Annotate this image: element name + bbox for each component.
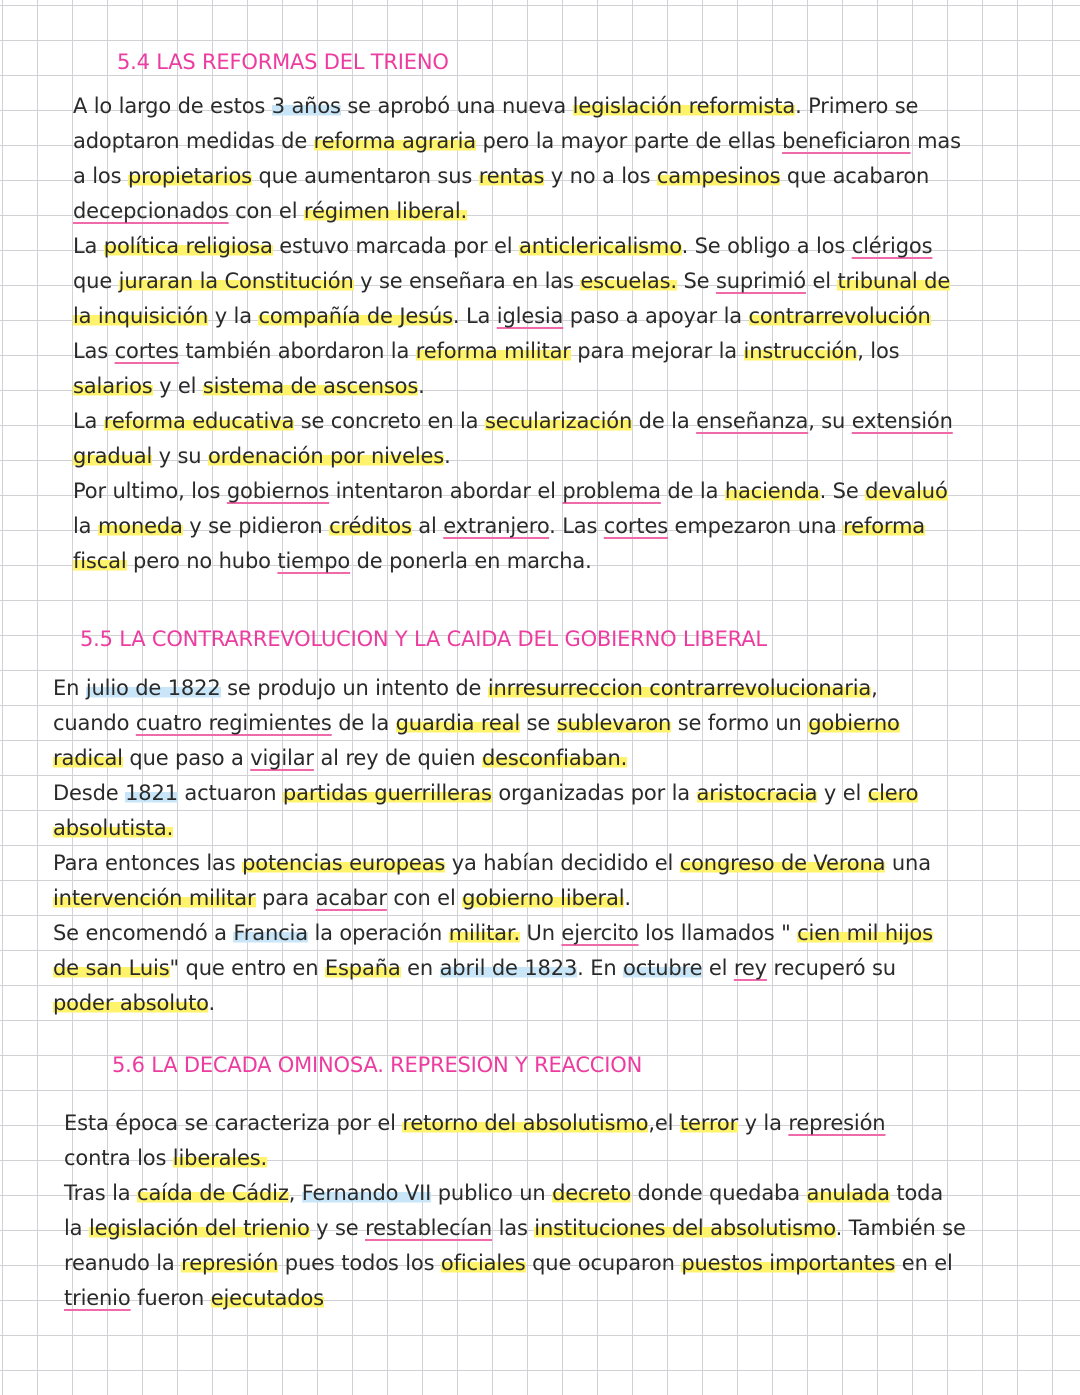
text-line bbox=[64, 1211, 966, 1246]
text-segment: que ocuparon bbox=[525, 1251, 682, 1275]
highlighted-term: compañía de Jesús bbox=[258, 304, 453, 328]
text-segment: la operación bbox=[307, 921, 449, 945]
highlighted-term: terror bbox=[679, 1111, 739, 1135]
text-line bbox=[53, 951, 896, 986]
highlighted-term: juraran la Constitución bbox=[118, 269, 354, 293]
text-segment: donde quedaba bbox=[631, 1181, 807, 1205]
text-segment: de la bbox=[331, 711, 396, 735]
highlighted-term: militar. bbox=[448, 921, 520, 945]
text-segment: y el bbox=[817, 781, 868, 805]
highlighted-term: España bbox=[324, 956, 401, 980]
highlighted-term: intervención militar bbox=[53, 886, 256, 910]
text-segment: organizadas por la bbox=[491, 781, 697, 805]
section-title-trieno: 5.4 LAS REFORMAS DEL TRIENO bbox=[117, 50, 449, 74]
date-highlight: Francia bbox=[233, 921, 308, 945]
underlined-term: beneficiaron bbox=[782, 129, 911, 153]
text-segment: Las bbox=[73, 339, 115, 363]
text-segment: para bbox=[255, 886, 316, 910]
text-segment: estuvo marcada por el bbox=[272, 234, 519, 258]
highlighted-term: gobierno bbox=[808, 711, 900, 735]
underlined-term: problema bbox=[562, 479, 661, 503]
text-segment: paso a apoyar la bbox=[563, 304, 749, 328]
text-segment: publico un bbox=[431, 1181, 553, 1205]
highlighted-term: fiscal bbox=[73, 549, 127, 573]
text-segment: ya habían decidido el bbox=[445, 851, 680, 875]
section-title-contrarrevolucion: 5.5 LA CONTRARREVOLUCION Y LA CAIDA DEL GOBIERNO LIBERAL bbox=[80, 627, 767, 651]
highlighted-term: ordenación por niveles bbox=[207, 444, 445, 468]
text-segment: actuaron bbox=[177, 781, 283, 805]
highlighted-term: reforma militar bbox=[415, 339, 571, 363]
text-segment: . Se obligo a los bbox=[681, 234, 852, 258]
text-segment: a los bbox=[73, 164, 128, 188]
underlined-term: represión bbox=[788, 1111, 886, 1135]
text-segment: la bbox=[64, 1216, 89, 1240]
text-segment: de la bbox=[660, 479, 725, 503]
text-segment: pues todos los bbox=[278, 1251, 441, 1275]
text-segment: cuando bbox=[53, 711, 136, 735]
text-segment: A lo largo de estos bbox=[73, 94, 272, 118]
highlighted-term: reforma bbox=[843, 514, 926, 538]
text-segment: al rey de quien bbox=[313, 746, 482, 770]
highlighted-term: gobierno liberal bbox=[462, 886, 625, 910]
date-highlight: julio de 1822 bbox=[85, 676, 221, 700]
text-line bbox=[53, 881, 631, 916]
underlined-term: ejercito bbox=[561, 921, 639, 945]
underlined-term: tiempo bbox=[277, 549, 351, 573]
underlined-term: extranjero bbox=[443, 514, 550, 538]
text-line bbox=[73, 404, 953, 439]
text-segment: y se enseñara en las bbox=[353, 269, 581, 293]
highlighted-term: reforma agraria bbox=[313, 129, 477, 153]
text-segment: al bbox=[411, 514, 444, 538]
highlighted-term: rentas bbox=[478, 164, 545, 188]
underlined-term: cortes bbox=[114, 339, 179, 363]
highlighted-term: clero bbox=[867, 781, 919, 805]
highlighted-term: reforma educativa bbox=[103, 409, 295, 433]
highlighted-term: desconfiaban. bbox=[481, 746, 628, 770]
text-segment: mas bbox=[910, 129, 961, 153]
text-segment: . bbox=[624, 886, 631, 910]
text-line bbox=[53, 706, 900, 741]
highlighted-term: política religiosa bbox=[103, 234, 273, 258]
highlighted-term: guardia real bbox=[395, 711, 521, 735]
highlighted-term: salarios bbox=[73, 374, 153, 398]
highlighted-term: congreso de Verona bbox=[679, 851, 886, 875]
text-segment: pero la mayor parte de ellas bbox=[476, 129, 783, 153]
text-segment: empezaron una bbox=[668, 514, 844, 538]
text-segment: y su bbox=[152, 444, 208, 468]
text-line bbox=[73, 369, 425, 404]
underlined-term: iglesia bbox=[496, 304, 564, 328]
highlighted-term: de san Luis bbox=[53, 956, 170, 980]
text-line bbox=[53, 811, 173, 846]
highlighted-term: oficiales bbox=[440, 1251, 526, 1275]
highlighted-term: la inquisición bbox=[73, 304, 209, 328]
text-segment: " que entro en bbox=[169, 956, 325, 980]
text-segment: ,el bbox=[648, 1111, 680, 1135]
text-line bbox=[73, 474, 948, 509]
underlined-term: enseñanza bbox=[696, 409, 809, 433]
highlighted-term: inrresurreccion contrarrevolucionaria bbox=[487, 676, 872, 700]
underlined-term: restablecían bbox=[365, 1216, 493, 1240]
highlighted-term: instrucción bbox=[743, 339, 858, 363]
text-line bbox=[64, 1246, 953, 1281]
underlined-term: decepcionados bbox=[73, 199, 229, 223]
text-segment: . En bbox=[577, 956, 624, 980]
highlighted-term: caída de Cádiz bbox=[137, 1181, 289, 1205]
highlighted-term: puestos importantes bbox=[681, 1251, 896, 1275]
text-segment: toda bbox=[889, 1181, 944, 1205]
date-highlight: Fernando VII bbox=[301, 1181, 432, 1205]
text-segment: con el bbox=[228, 199, 304, 223]
text-segment: . Primero se bbox=[795, 94, 919, 118]
text-segment: se produjo un intento de bbox=[220, 676, 488, 700]
highlighted-term: partidas guerrilleras bbox=[282, 781, 492, 805]
highlighted-term: tribunal de bbox=[837, 269, 951, 293]
text-line bbox=[73, 194, 467, 229]
highlighted-term: escuelas. bbox=[580, 269, 677, 293]
text-segment: Desde bbox=[53, 781, 126, 805]
text-line bbox=[53, 776, 918, 811]
highlighted-term: anticlericalismo bbox=[518, 234, 682, 258]
text-segment: reanudo la bbox=[64, 1251, 182, 1275]
highlighted-term: liberales. bbox=[172, 1146, 268, 1170]
underlined-term: cortes bbox=[603, 514, 669, 538]
text-segment: en el bbox=[895, 1251, 953, 1275]
text-segment: , su bbox=[808, 409, 852, 433]
highlighted-term: represión bbox=[181, 1251, 279, 1275]
text-segment: , los bbox=[857, 339, 900, 363]
highlighted-term: absolutista. bbox=[53, 816, 174, 840]
text-line bbox=[73, 509, 925, 544]
text-segment: . bbox=[444, 444, 451, 468]
text-segment: , bbox=[288, 1181, 302, 1205]
underlined-term: extensión bbox=[851, 409, 953, 433]
text-segment: fueron bbox=[130, 1286, 211, 1310]
text-segment: los llamados " bbox=[638, 921, 798, 945]
text-segment: se formo un bbox=[671, 711, 809, 735]
highlighted-term: gradual bbox=[73, 444, 153, 468]
text-line bbox=[53, 741, 627, 776]
text-segment: que paso a bbox=[122, 746, 251, 770]
text-segment: Tras la bbox=[64, 1181, 138, 1205]
text-segment: y se bbox=[309, 1216, 366, 1240]
underlined-term: gobiernos bbox=[226, 479, 330, 503]
highlighted-term: contrarrevolución bbox=[748, 304, 931, 328]
text-segment: las bbox=[492, 1216, 535, 1240]
highlighted-term: sublevaron bbox=[556, 711, 672, 735]
date-highlight: octubre bbox=[623, 956, 703, 980]
highlighted-term: créditos bbox=[329, 514, 412, 538]
text-segment: . bbox=[418, 374, 425, 398]
text-segment: de la bbox=[632, 409, 697, 433]
text-line bbox=[53, 671, 878, 706]
text-segment: y la bbox=[738, 1111, 789, 1135]
underlined-term: suprimió bbox=[715, 269, 806, 293]
highlighted-term: régimen liberal. bbox=[303, 199, 468, 223]
highlighted-term: sistema de ascensos bbox=[202, 374, 419, 398]
text-segment: con el bbox=[386, 886, 463, 910]
text-segment: recuperó su bbox=[766, 956, 896, 980]
text-line bbox=[53, 986, 215, 1021]
text-segment: contra los bbox=[64, 1146, 173, 1170]
section-title-decada-ominosa: 5.6 LA DECADA OMINOSA. REPRESION Y REACCION bbox=[112, 1053, 643, 1077]
text-line bbox=[73, 159, 929, 194]
highlighted-term: aristocracia bbox=[696, 781, 818, 805]
text-line bbox=[73, 89, 918, 124]
text-segment: La bbox=[73, 409, 104, 433]
text-line bbox=[64, 1141, 267, 1176]
underlined-term: acabar bbox=[315, 886, 387, 910]
text-segment: y la bbox=[208, 304, 259, 328]
date-highlight: abril de 1823 bbox=[439, 956, 578, 980]
highlighted-term: secularización bbox=[484, 409, 633, 433]
highlighted-term: campesinos bbox=[656, 164, 781, 188]
text-line bbox=[53, 916, 933, 951]
highlighted-term: potencias europeas bbox=[242, 851, 446, 875]
text-segment: el bbox=[702, 956, 734, 980]
text-segment: . Se bbox=[819, 479, 866, 503]
text-segment: Para entonces las bbox=[53, 851, 243, 875]
text-segment: una bbox=[885, 851, 931, 875]
text-segment: En bbox=[53, 676, 86, 700]
text-segment: Se encomendó a bbox=[53, 921, 234, 945]
text-segment: Se bbox=[676, 269, 716, 293]
text-segment: que bbox=[73, 269, 119, 293]
underlined-term: clérigos bbox=[851, 234, 933, 258]
text-line bbox=[64, 1176, 943, 1211]
text-line bbox=[73, 124, 961, 159]
text-segment: se bbox=[520, 711, 557, 735]
text-segment: Un bbox=[519, 921, 562, 945]
underlined-term: rey bbox=[733, 956, 767, 980]
text-segment: y no a los bbox=[544, 164, 657, 188]
highlighted-term: anulada bbox=[806, 1181, 890, 1205]
text-segment: La bbox=[73, 234, 104, 258]
text-line bbox=[73, 334, 899, 369]
text-segment: Esta época se caracteriza por el bbox=[64, 1111, 403, 1135]
text-segment: adoptaron medidas de bbox=[73, 129, 314, 153]
text-line bbox=[64, 1106, 885, 1141]
text-segment: de ponerla en marcha. bbox=[350, 549, 592, 573]
text-segment: en bbox=[400, 956, 440, 980]
text-segment: y se pidieron bbox=[182, 514, 330, 538]
text-segment: para mejorar la bbox=[570, 339, 744, 363]
text-segment: . La bbox=[452, 304, 497, 328]
text-segment: Por ultimo, los bbox=[73, 479, 227, 503]
highlighted-term: legislación reformista bbox=[572, 94, 796, 118]
highlighted-term: cien mil hijos bbox=[797, 921, 933, 945]
highlighted-term: devaluó bbox=[865, 479, 948, 503]
date-highlight: 1821 bbox=[125, 781, 178, 805]
text-segment: la bbox=[73, 514, 98, 538]
highlighted-term: legislación del trienio bbox=[88, 1216, 310, 1240]
highlighted-term: decreto bbox=[552, 1181, 632, 1205]
text-segment: se concreto en la bbox=[294, 409, 485, 433]
text-line bbox=[73, 299, 931, 334]
text-line bbox=[73, 229, 932, 264]
highlighted-term: radical bbox=[53, 746, 123, 770]
highlighted-term: moneda bbox=[97, 514, 183, 538]
underlined-term: trienio bbox=[64, 1286, 131, 1310]
date-highlight: 3 años bbox=[271, 94, 341, 118]
underlined-term: vigilar bbox=[250, 746, 314, 770]
highlighted-term: ejecutados bbox=[210, 1286, 324, 1310]
text-segment: intentaron abordar el bbox=[329, 479, 563, 503]
text-segment: . Las bbox=[549, 514, 604, 538]
text-segment: y el bbox=[152, 374, 203, 398]
text-segment: el bbox=[805, 269, 838, 293]
text-line bbox=[53, 846, 931, 881]
highlighted-term: retorno del absolutismo bbox=[402, 1111, 649, 1135]
text-line bbox=[73, 439, 451, 474]
text-segment: , bbox=[871, 676, 878, 700]
underlined-term: cuatro regimientes bbox=[135, 711, 332, 735]
text-segment: pero no hubo bbox=[126, 549, 278, 573]
text-segment: que acabaron bbox=[780, 164, 930, 188]
text-segment: que aumentaron sus bbox=[251, 164, 479, 188]
text-segment: . También se bbox=[835, 1216, 966, 1240]
highlighted-term: poder absoluto bbox=[53, 991, 209, 1015]
highlighted-term: propietarios bbox=[127, 164, 252, 188]
highlighted-term: hacienda bbox=[724, 479, 820, 503]
text-segment: . bbox=[208, 991, 216, 1015]
highlighted-term: instituciones del absolutismo bbox=[534, 1216, 836, 1240]
text-line bbox=[64, 1281, 324, 1316]
text-segment: también abordaron la bbox=[178, 339, 416, 363]
text-line bbox=[73, 544, 592, 579]
text-line bbox=[73, 264, 950, 299]
text-segment: se aprobó una nueva bbox=[340, 94, 573, 118]
